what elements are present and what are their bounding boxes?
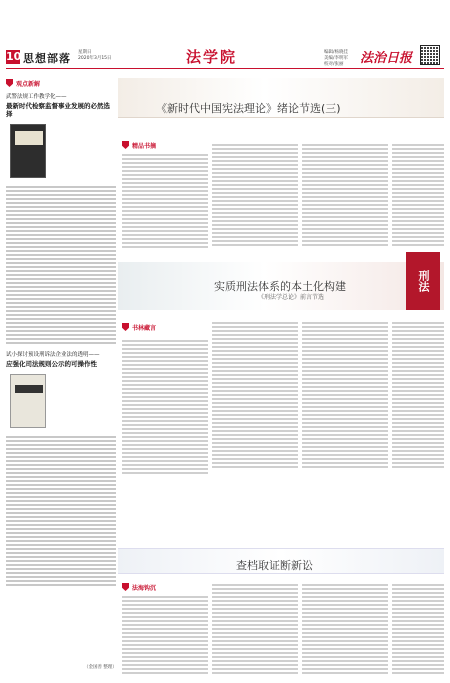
text-column	[212, 322, 298, 470]
text-column	[122, 154, 208, 250]
byline: （金国善 整理）	[84, 665, 117, 670]
column-tag-label: 精品书摘	[132, 142, 157, 150]
book-badge: 刑法	[406, 252, 440, 310]
book-cover-image	[10, 124, 46, 178]
main-area	[118, 78, 444, 678]
header-rule	[6, 68, 444, 69]
text-column	[392, 322, 444, 470]
feature-banner	[118, 78, 444, 118]
newspaper-logo: 法治日报	[360, 51, 413, 66]
tag-marker-icon	[122, 141, 129, 149]
column-tag	[6, 78, 116, 88]
text-column	[302, 322, 388, 470]
editor-credits: 编辑/杨晓佳 美编/李明军 校对/张丽	[324, 50, 349, 67]
tag-marker-icon	[6, 79, 13, 87]
column-tag	[122, 140, 156, 150]
column-tag-label: 观点新解	[16, 80, 41, 88]
feature-title: 《新时代中国宪法理论》绪论节选(三)	[156, 102, 341, 115]
text-column	[212, 584, 298, 676]
tag-marker-icon	[122, 583, 129, 591]
tag-marker-icon	[122, 323, 129, 331]
book-cover-image	[10, 374, 46, 428]
text-column	[212, 144, 298, 248]
masthead	[0, 0, 450, 70]
article-body	[6, 436, 116, 586]
feature-subtitle: 《刑法学总论》前言节选	[258, 294, 325, 301]
text-column	[392, 584, 444, 676]
section-name: 思想部落	[23, 52, 71, 65]
column-tag-label: 法海钩沉	[132, 584, 157, 592]
feature-title: 实质刑法体系的本土化构建	[214, 280, 346, 293]
qr-code-icon	[420, 45, 440, 65]
issue-date: 星期日 2020年3月15日	[78, 50, 112, 61]
page-brand: 法学院	[186, 48, 238, 66]
article-body	[6, 186, 116, 344]
article-headline: 应强化司法规则公示的可操作性	[6, 360, 97, 368]
text-column	[392, 144, 444, 248]
page-number: 10	[6, 50, 22, 63]
text-column	[122, 340, 208, 476]
text-column	[302, 584, 388, 676]
feature-banner	[118, 548, 444, 574]
article-kicker: 试小探讨预设刑诉法企业法的透明——	[6, 352, 100, 358]
left-column	[6, 78, 116, 678]
article-headline: 最新时代检察监督事业发展的必然选择	[6, 102, 110, 118]
column-tag	[122, 322, 156, 332]
feature-title: 查档取证断新讼	[236, 559, 313, 572]
text-column	[122, 596, 208, 676]
feature-banner	[118, 262, 444, 310]
column-tag-label: 书林藏言	[132, 324, 157, 332]
column-tag	[122, 582, 156, 592]
article-kicker: 武警法规工作教学化——	[6, 94, 67, 100]
text-column	[302, 144, 388, 248]
